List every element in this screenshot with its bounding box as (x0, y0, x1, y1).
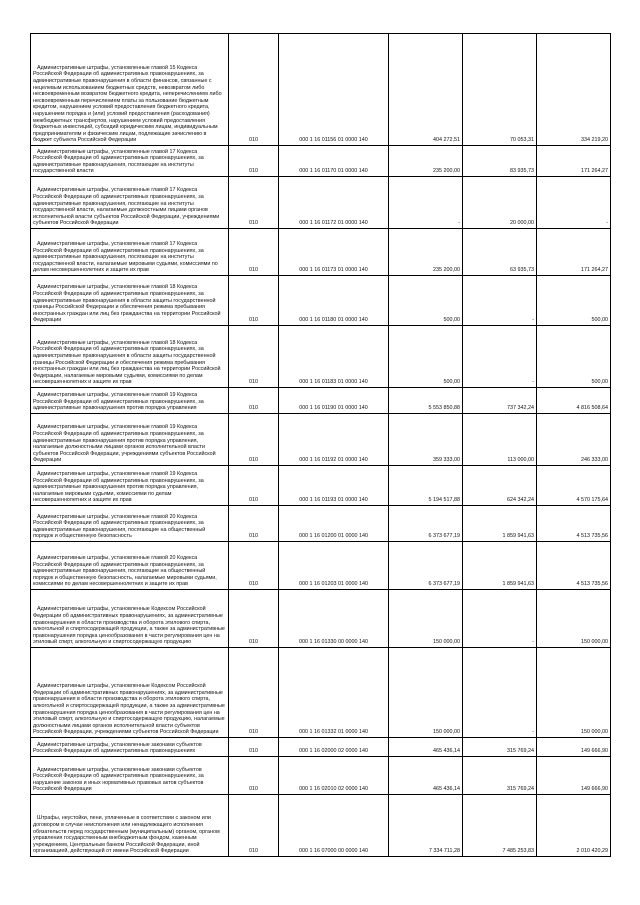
row-approved: 500,00 (389, 276, 463, 326)
row-name: Административные штрафы, установленные главой 17 Кодекса Российской Федерации об административных правонарушениях, за административные правонарушения, посягающие на институты государственной власти, налагаемые должностными лицами органов исполнительной власти субъектов Российской Федерации, учреждениями субъектов Российской Федерации (31, 177, 229, 229)
row-executed: 63 935,73 (463, 229, 537, 276)
row-code: 010 (229, 795, 279, 857)
table-row (31, 795, 611, 857)
row-kbk: 000 1 16 01330 00 0000 140 (279, 590, 389, 648)
row-executed: 20 000,00 (463, 177, 537, 229)
row-kbk: 000 1 16 01203 01 0000 140 (279, 542, 389, 590)
row-code: 010 (229, 229, 279, 276)
row-executed: - (463, 326, 537, 388)
table-row (31, 276, 611, 326)
row-unexecuted: 150 000,00 (537, 590, 611, 648)
row-kbk: 000 1 16 07000 00 0000 140 (279, 795, 389, 857)
row-executed: 315 769,24 (463, 738, 537, 757)
table-row (31, 466, 611, 506)
income-table (30, 33, 611, 857)
row-kbk: 000 1 16 01170 01 0000 140 (279, 146, 389, 177)
row-unexecuted: 4 570 175,64 (537, 466, 611, 506)
row-name: Административные штрафы, установленные главой 19 Кодекса Российской Федерации об административных правонарушениях, за административные правонарушения против порядка управления, налагаемые мировыми судьями, комиссиями по делам несовершеннолетних и защите их прав (31, 466, 229, 506)
row-kbk: 000 1 16 02000 02 0000 140 (279, 738, 389, 757)
row-name: Административные штрафы, установленные главой 20 Кодекса Российской Федерации об административных правонарушениях, за административные правонарушения, посягающие на общественный порядок и общественную безопасность, налагаемые мировыми судьями, комиссиями по делам несовершеннолетних и защите их прав (31, 542, 229, 590)
row-unexecuted: 149 666,90 (537, 738, 611, 757)
row-approved: - (389, 177, 463, 229)
row-executed: 624 342,24 (463, 466, 537, 506)
row-unexecuted: 171 264,27 (537, 229, 611, 276)
row-approved: 5 553 850,88 (389, 388, 463, 414)
row-name: Административные штрафы, установленные Кодексом Российской Федерации об административных правонарушениях, за административные правонарушения в области производства и оборота этилового спирта, алкогольной и спиртосодержащей продукции, а также за административные правонарушения порядка ценообразования в части регулирования цен на этиловый спирт, алкогольную и спиртосодержащую продукцию (31, 590, 229, 648)
row-approved: 7 334 711,28 (389, 795, 463, 857)
row-name: Административные штрафы, установленные законами субъектов Российской Федерации об административных правонарушениях (31, 738, 229, 757)
income-table-body (31, 34, 611, 857)
row-code: 010 (229, 738, 279, 757)
row-executed: 7 485 253,83 (463, 795, 537, 857)
table-row (31, 542, 611, 590)
table-row (31, 506, 611, 542)
row-executed: 70 053,31 (463, 34, 537, 146)
row-unexecuted: 500,00 (537, 326, 611, 388)
row-name: Административные штрафы, установленные главой 19 Кодекса Российской Федерации об административных правонарушениях, за административные правонарушения против порядка управления, налагаемые должностными лицами органов исполнительной власти субъектов Российской Федерации, учреждениями субъектов Российской Федерации (31, 414, 229, 466)
table-row (31, 738, 611, 757)
row-approved: 235 200,00 (389, 229, 463, 276)
row-name: Административные штрафы, установленные главой 18 Кодекса Российской Федерации об административных правонарушениях, за административные правонарушения в области защиты государственной границы Российской Федерации и обеспечения режима пребывания иностранных граждан или лиц без гражданства на территории Российской Федерации (31, 276, 229, 326)
row-code: 010 (229, 388, 279, 414)
row-kbk: 000 1 16 01156 01 0000 140 (279, 34, 389, 146)
row-name: Административные штрафы, установленные главой 19 Кодекса Российской Федерации об административных правонарушениях, за административные правонарушения против порядка управления (31, 388, 229, 414)
row-code: 010 (229, 542, 279, 590)
row-name: Административные штрафы, установленные главой 17 Кодекса Российской Федерации об административных правонарушениях, за административные правонарушения, посягающие на институты государственной власти, налагаемые мировыми судьями, комиссиями по делам несовершеннолетних и защите их прав (31, 229, 229, 276)
table-row (31, 414, 611, 466)
row-approved: 500,00 (389, 326, 463, 388)
table-row (31, 388, 611, 414)
row-kbk: 000 1 16 01190 01 0000 140 (279, 388, 389, 414)
row-kbk: 000 1 16 01173 01 0000 140 (279, 229, 389, 276)
row-kbk: 000 1 16 01193 01 0000 140 (279, 466, 389, 506)
row-approved: 150 000,00 (389, 648, 463, 738)
table-row (31, 590, 611, 648)
row-unexecuted: 4 513 735,56 (537, 542, 611, 590)
row-name: Штрафы, неустойки, пени, уплаченные в соответствии с законом или договором в случае неисполнения или ненадлежащего исполнения обязательств перед государственным (муниципальным) органом, органом управления государственным внебюджетным фондом, казенным учреждением, Центральным банком Российской Федерации, иной организацией, действующей от имени Российской Федерации (31, 795, 229, 857)
row-code: 010 (229, 146, 279, 177)
row-approved: 465 436,14 (389, 738, 463, 757)
row-approved: 5 194 517,88 (389, 466, 463, 506)
row-approved: 6 373 677,19 (389, 506, 463, 542)
table-row (31, 648, 611, 738)
row-executed: - (463, 590, 537, 648)
row-unexecuted: 4 513 735,56 (537, 506, 611, 542)
row-code: 010 (229, 506, 279, 542)
row-executed: 1 859 941,63 (463, 506, 537, 542)
row-approved: 404 272,51 (389, 34, 463, 146)
row-code: 010 (229, 590, 279, 648)
row-approved: 235 200,00 (389, 146, 463, 177)
row-executed: - (463, 276, 537, 326)
row-code: 010 (229, 757, 279, 795)
row-code: 010 (229, 177, 279, 229)
row-executed: 1 859 941,63 (463, 542, 537, 590)
table-row (31, 757, 611, 795)
row-kbk: 000 1 16 01183 01 0000 140 (279, 326, 389, 388)
row-unexecuted: 150 000,00 (537, 648, 611, 738)
row-unexecuted: 149 666,90 (537, 757, 611, 795)
row-name: Административные штрафы, установленные законами субъектов Российской Федерации об административных правонарушениях, за нарушение законов и иных нормативных правовых актов субъектов Российской Федерации (31, 757, 229, 795)
row-unexecuted: 171 264,27 (537, 146, 611, 177)
row-executed: 315 769,24 (463, 757, 537, 795)
row-name: Административные штрафы, установленные главой 20 Кодекса Российской Федерации об административных правонарушениях, за административные правонарушения, посягающие на общественный порядок и общественную безопасность (31, 506, 229, 542)
row-name: Административные штрафы, установленные главой 15 Кодекса Российской Федерации об административных правонарушениях, за административные правонарушения в области финансов, связанные с нецелевым использованием бюджетных средств, невозвратом либо несвоевременным возвратом бюджетного кредита, неперечислением либо несвоевременным перечислением платы за пользование бюджетным кредитом, нарушением условий предоставления бюджетного кредита, нарушением порядка и (или) условий предоставления (расходования) межбюджетных трансфертов, нарушением условий предоставления бюджетных инвестиций, субсидий юридическим лицам, индивидуальным предпринимателям и физическим лицам, подлежащие зачислению в бюджет субъекта Российской Федерации (31, 34, 229, 146)
table-row (31, 177, 611, 229)
row-code: 010 (229, 34, 279, 146)
row-executed: 737 342,24 (463, 388, 537, 414)
row-unexecuted: 2 010 420,29 (537, 795, 611, 857)
row-kbk: 000 1 16 01172 01 0000 140 (279, 177, 389, 229)
row-code: 010 (229, 648, 279, 738)
row-kbk: 000 1 16 01192 01 0000 140 (279, 414, 389, 466)
row-name: Административные штрафы, установленные Кодексом Российской Федерации об административных правонарушениях, за административные правонарушения в области производства и оборота этилового спирта, алкогольной и спиртосодержащей продукции, а также за административные правонарушения порядка ценообразования в части регулирования цен на этиловый спирт, алкогольную и спиртосодержащую продукцию, налагаемые должностными лицами органов исполнительной власти субъектов Российской Федерации, учреждениями субъектов Российской Федерации (31, 648, 229, 738)
row-name: Административные штрафы, установленные главой 17 Кодекса Российской Федерации об административных правонарушениях, за административные правонарушения, посягающие на институты государственной власти (31, 146, 229, 177)
table-row (31, 229, 611, 276)
row-executed: - (463, 648, 537, 738)
row-executed: 113 000,00 (463, 414, 537, 466)
row-kbk: 000 1 16 01332 01 0000 140 (279, 648, 389, 738)
row-approved: 465 436,14 (389, 757, 463, 795)
row-name: Административные штрафы, установленные главой 18 Кодекса Российской Федерации об административных правонарушениях, за административные правонарушения в области защиты государственной границы Российской Федерации и обеспечения режима пребывания иностранных граждан или лиц без гражданства на территории Российской Федерации, налагаемые мировыми судьями, комиссиями по делам несовершеннолетних и защите их прав (31, 326, 229, 388)
row-unexecuted: 500,00 (537, 276, 611, 326)
table-row (31, 326, 611, 388)
row-unexecuted: 246 333,00 (537, 414, 611, 466)
row-executed: 83 935,73 (463, 146, 537, 177)
row-kbk: 000 1 16 02010 02 0000 140 (279, 757, 389, 795)
row-unexecuted: - (537, 177, 611, 229)
row-approved: 6 373 677,19 (389, 542, 463, 590)
row-unexecuted: 334 219,20 (537, 34, 611, 146)
budget-report-sheet (30, 33, 610, 857)
table-row (31, 146, 611, 177)
row-unexecuted: 4 816 508,64 (537, 388, 611, 414)
row-code: 010 (229, 276, 279, 326)
row-code: 010 (229, 466, 279, 506)
row-approved: 359 333,00 (389, 414, 463, 466)
row-code: 010 (229, 414, 279, 466)
row-approved: 150 000,00 (389, 590, 463, 648)
row-kbk: 000 1 16 01200 01 0000 140 (279, 506, 389, 542)
table-row (31, 34, 611, 146)
row-kbk: 000 1 16 01180 01 0000 140 (279, 276, 389, 326)
row-code: 010 (229, 326, 279, 388)
